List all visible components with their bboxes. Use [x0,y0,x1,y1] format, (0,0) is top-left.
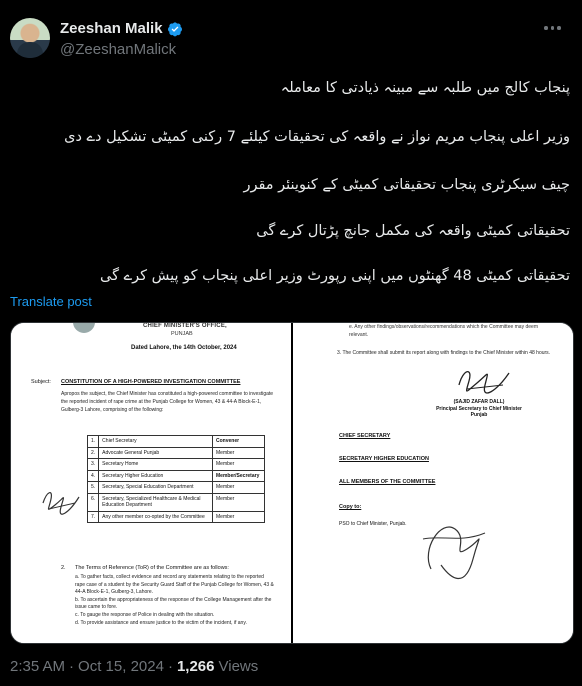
document-page-2[interactable] [293,323,574,643]
tor-number: 2. [61,565,66,571]
committee-role: Member/Secretary [213,470,265,482]
post-text-line-3: چیف سیکرٹری پنجاب تحقیقاتی کمیٹی کے کنوینئر مقرر [243,177,570,193]
committee-row [88,511,265,523]
committee-number: 3. [88,459,99,471]
committee-number: 6. [88,493,99,511]
committee-role: Member [213,482,265,494]
post-text-line-4: تحقیقاتی کمیٹی واقعہ کی مکمل جانچ پڑتال کرے گی [256,223,570,239]
post-text-line-5: تحقیقاتی کمیٹی 48 گھنٹوں میں اپنی رپورٹ وزیر اعلی پنجاب کو پیش کرے گی [100,268,570,284]
handwritten-mark-icon [411,509,495,585]
tor-item: a. To gather facts, collect evidence and record any statements relating to the reported rape case of a student by the Security Guard Staff of the Punjab College for Women, 43 & 44-A Block-E-1, Gulberg-3, Lahore. [75,574,274,596]
committee-role: Member [213,511,265,523]
committee-member: Secretary, Special Education Department [99,482,213,494]
signatory-place: Punjab [470,412,488,418]
post-text-line-1: پنجاب کالج میں طلبہ سے مبینہ ذیادتی کا معاملہ [280,80,570,96]
copy-to-label: Copy to: [339,504,362,510]
views-label: Views [218,658,259,675]
post-footer [10,658,258,675]
committee-role: Member [213,447,265,459]
avatar-figure [17,42,43,58]
subject-text: CONSTITUTION OF A HIGH-POWERED INVESTIGATION COMMITTEE [61,379,241,385]
letterhead-sub: PUNJAB [171,331,193,337]
signatory-title: Principal Secretary to Chief Minister [436,405,522,412]
post-header [10,14,570,64]
committee-number: 1. [88,436,99,448]
committee-row [88,459,265,471]
committee-role: Member [213,459,265,471]
signature-icon [453,363,513,399]
committee-row [88,436,265,448]
addressee-all-members: ALL MEMBERS OF THE COMMITTEE [339,479,436,485]
committee-role: Member [213,493,265,511]
verified-badge-icon [167,21,183,37]
committee-role: Convener [213,436,265,448]
committee-member: Secretary, Specialized Healthcare & Medical Education Department [99,493,213,511]
committee-number: 5. [88,482,99,494]
committee-row [88,493,265,511]
views-count[interactable]: 1,266 [176,658,215,675]
copy-to-pso: PSO to Chief Minister, Punjab. [339,521,407,527]
separator-dot: · [69,658,75,675]
document-date: Dated Lahore, the 14th October, 2024 [131,345,237,351]
tor-heading: The Terms of Reference (ToR) of the Committee are as follows: [75,565,229,571]
signatory-block [419,399,539,419]
addressee-secretary-higher-education: SECRETARY HIGHER EDUCATION [339,456,429,462]
intro-paragraph: Apropos the subject, the Chief Minister has constituted a high-powered committee to investigate the reported incident of rape crime at the Punjab College for Women, 43 & 44-A Block-E-1, Gulberg-3 Lahore, comprising of the following: [61,391,274,413]
committee-member: Any other member co-opted by the Committee [99,511,213,523]
committee-member: Advocate General Punjab [99,447,213,459]
post-media[interactable] [10,322,574,644]
more-options-icon[interactable] [544,24,564,32]
translate-post-link[interactable]: Translate post [10,294,92,309]
author-handle[interactable]: @ZeeshanMalick [60,41,177,58]
committee-row [88,447,265,459]
government-emblem-icon [73,322,95,333]
committee-member: Secretary Higher Education [99,470,213,482]
author-name-row [60,20,183,37]
subject-label: Subject: [31,379,51,385]
addressee-chief-secretary: CHIEF SECRETARY [339,433,391,439]
tor-item-e: e. Any other findings/observations/recommendations which the Committee may deem relevant. [349,324,538,338]
post-time[interactable]: 2:35 AM [10,658,66,675]
post-date[interactable]: Oct 15, 2024 [78,658,164,675]
tor-list [75,574,275,627]
committee-member: Chief Secretary [99,436,213,448]
separator-dot: · [167,658,173,675]
letterhead: CHIEF MINISTER'S OFFICE, [143,323,227,329]
committee-number: 7. [88,511,99,523]
committee-row [88,482,265,494]
signatory-name: (SAJID ZAFAR DALL) [453,399,505,405]
committee-number: 4. [88,470,99,482]
document-page-1[interactable] [11,323,291,643]
tor-item: b. To ascertain the appropriateness of the response of the College Management after the issue came to fore. [75,596,272,611]
committee-table [87,435,265,523]
committee-number: 2. [88,447,99,459]
committee-row [88,470,265,482]
tor-item: d. To provide assistance and ensure justice to the victim of the incident, if any. [75,619,247,626]
signature-icon [39,483,83,521]
tor-item: c. To gauge the response of Police in dealing with the situation. [75,611,215,618]
post-text-line-2: وزیر اعلی پنجاب مریم نواز نے واقعہ کی تحقیقات کیلئے 7 رکنی کمیٹی تشکیل دے دی [64,129,570,145]
author-name[interactable]: Zeeshan Malik [60,20,163,37]
avatar[interactable] [10,18,50,58]
paragraph-3: 3. The Committee shall submit its report along with findings to the Chief Minister within 48 hours. [337,350,551,356]
committee-member: Secretary Home [99,459,213,471]
